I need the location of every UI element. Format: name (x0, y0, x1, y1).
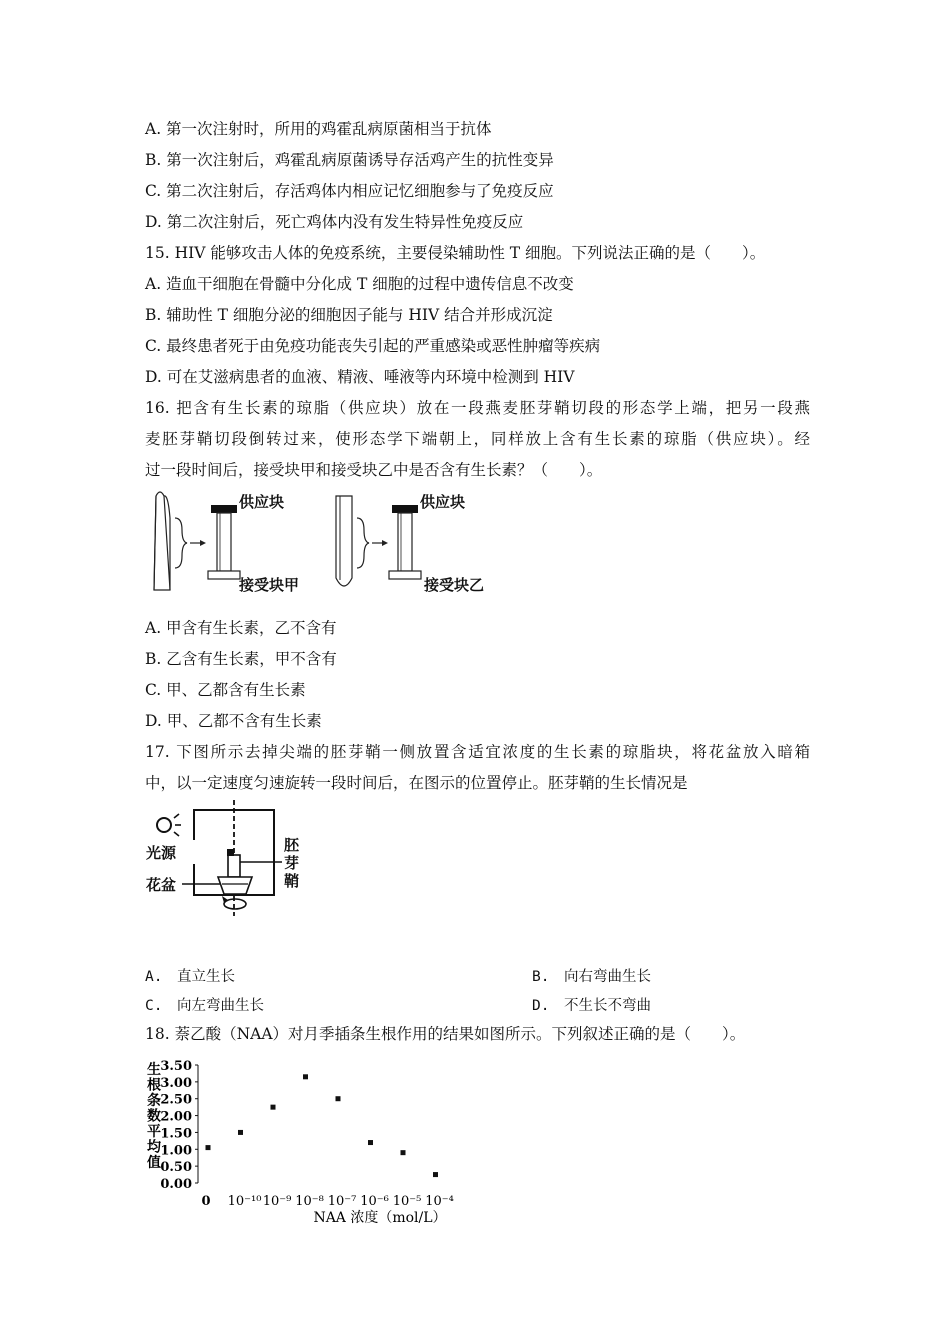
data-point (336, 1096, 341, 1101)
data-point (271, 1105, 276, 1110)
x-tick-label: 10⁻⁵ (392, 1194, 422, 1209)
receive-block-1 (208, 571, 240, 579)
q17-option-c: C. 向左弯曲生长 (145, 998, 264, 1014)
x-tick-label: 0 (201, 1194, 211, 1209)
coleoptile-segment-upright (154, 492, 170, 590)
receive-block-2 (389, 571, 421, 579)
q16-option-c: C. 甲、乙都含有生长素 (145, 681, 306, 699)
x-tick-label: 10⁻⁶ (360, 1194, 389, 1209)
chart-x-ticks (201, 1194, 453, 1209)
y-axis-label-char: 平 (147, 1124, 161, 1140)
q17-option-d: D. 不生长不弯曲 (532, 998, 651, 1014)
q17-stem-line-2: 中，以一定速度匀速旋转一段时间后，在图示的位置停止。胚芽鞘的生长情况是 (145, 774, 688, 792)
supply-label-2: 供应块 (420, 493, 466, 511)
coleoptile-segment-inverted (336, 496, 352, 586)
coleoptile (228, 855, 240, 877)
receive-label-1: 接受块甲 (239, 576, 300, 594)
q16-option-a: A. 甲含有生长素，乙不含有 (145, 619, 337, 637)
q15-option-a: A. 造血干细胞在骨髓中分化成 T 细胞的过程中遗传信息不改变 (145, 275, 574, 293)
x-tick-label: 10⁻⁷ (327, 1194, 357, 1209)
x-tick-label: 10⁻⁹ (262, 1194, 292, 1209)
supply-block-2 (392, 505, 418, 513)
q18-stem: 18. 萘乙酸（NAA）对月季插条生根作用的结果如图所示。下列叙述正确的是（ ）。 (145, 1025, 746, 1043)
y-axis-label-char: 条 (147, 1093, 161, 1109)
light-source-icon (157, 818, 171, 832)
q15-option-c: C. 最终患者死于由免疫功能丧失引起的严重感染或恶性肿瘤等疾病 (145, 337, 601, 355)
chart-points (206, 1074, 439, 1177)
brace-right (357, 518, 369, 568)
q16-stem-line-2: 麦胚芽鞘切段倒转过来，使形态学下端朝上，同样放上含有生长素的琼脂（供应块）。经 (145, 430, 810, 448)
agar-block (227, 849, 234, 856)
y-axis-label-char: 数 (147, 1108, 161, 1125)
q16-option-b: B. 乙含有生长素，甲不含有 (145, 650, 337, 668)
q14-option-d: D. 第二次注射后，死亡鸡体内没有发生特异性免疫反应 (145, 213, 524, 231)
y-axis-label-char: 值 (147, 1155, 161, 1171)
data-point (368, 1140, 373, 1145)
y-tick-label: 0.00 (160, 1177, 192, 1192)
y-axis-label-char: 均 (147, 1139, 161, 1156)
q16-stem-line-3: 过一段时间后，接受块甲和接受块乙中是否含有生长素？（ ）。 (145, 461, 603, 479)
supply-label-1: 供应块 (239, 493, 285, 511)
q14-option-a: A. 第一次注射时，所用的鸡霍乱病原菌相当于抗体 (145, 120, 492, 138)
coleoptile-label-char-1: 胚 (284, 836, 300, 854)
chart-y-ticks (160, 1059, 198, 1192)
y-tick-label: 3.50 (160, 1059, 192, 1074)
coleoptile-label-char-3: 鞘 (284, 872, 300, 890)
y-tick-label: 1.00 (160, 1143, 192, 1159)
q16-stem-line-1: 16. 把含有生长素的琼脂（供应块）放在一段燕麦胚芽鞘切段的形态学上端，把另一段燕 (145, 399, 810, 417)
q16-figure (140, 488, 500, 600)
brace-left (175, 518, 187, 568)
y-tick-label: 3.00 (160, 1075, 192, 1091)
y-tick-label: 2.50 (160, 1092, 192, 1108)
data-point (433, 1172, 438, 1177)
y-tick-label: 0.50 (160, 1160, 192, 1176)
light-source-label: 光源 (146, 844, 177, 862)
q14-option-c: C. 第二次注射后，存活鸡体内相应记忆细胞参与了免疫反应 (145, 182, 554, 200)
y-tick-label: 2.00 (160, 1109, 192, 1125)
flower-pot (218, 877, 252, 894)
q15-option-d: D. 可在艾滋病患者的血液、精液、唾液等内环境中检测到 HIV (145, 368, 575, 386)
y-axis-label-char: 根 (147, 1077, 161, 1094)
naa-scatter-chart (140, 1052, 530, 1232)
q16-option-d: D. 甲、乙都不含有生长素 (145, 712, 322, 730)
coleoptile-label (284, 836, 304, 890)
q17-figure (142, 800, 312, 920)
data-point (238, 1130, 243, 1135)
pot-label: 花盆 (146, 876, 177, 894)
y-tick-label: 1.50 (160, 1126, 192, 1142)
tube-2 (398, 513, 412, 571)
coleoptile-label-char-2: 芽 (284, 854, 300, 872)
supply-block-1 (211, 505, 237, 513)
y-axis-label-char: 生 (147, 1062, 161, 1078)
q17-option-a: A. 直立生长 (145, 969, 235, 985)
q17-stem-line-1: 17. 下图所示去掉尖端的胚芽鞘一侧放置含适宜浓度的生长素的琼脂块，将花盆放入暗箱 (145, 743, 810, 761)
x-tick-label: 10⁻¹⁰ (227, 1194, 262, 1209)
data-point (206, 1145, 211, 1150)
q15-option-b: B. 辅助性 T 细胞分泌的细胞因子能与 HIV 结合并形成沉淀 (145, 306, 553, 324)
q15-stem: 15. HIV 能够攻击人体的免疫系统，主要侵染辅助性 T 细胞。下列说法正确的是（ ）。 (145, 244, 766, 262)
x-tick-label: 10⁻⁴ (425, 1194, 454, 1209)
q17-option-b: B. 向右弯曲生长 (532, 969, 651, 985)
receive-label-2: 接受块乙 (424, 576, 485, 594)
data-point (303, 1074, 308, 1079)
chart-x-axis-label: NAA 浓度（mol/L） (313, 1210, 447, 1226)
tube-1 (217, 513, 231, 571)
x-tick-label: 10⁻⁸ (295, 1194, 324, 1209)
data-point (401, 1150, 406, 1155)
q14-option-b: B. 第一次注射后，鸡霍乱病原菌诱导存活鸡产生的抗性变异 (145, 151, 554, 169)
